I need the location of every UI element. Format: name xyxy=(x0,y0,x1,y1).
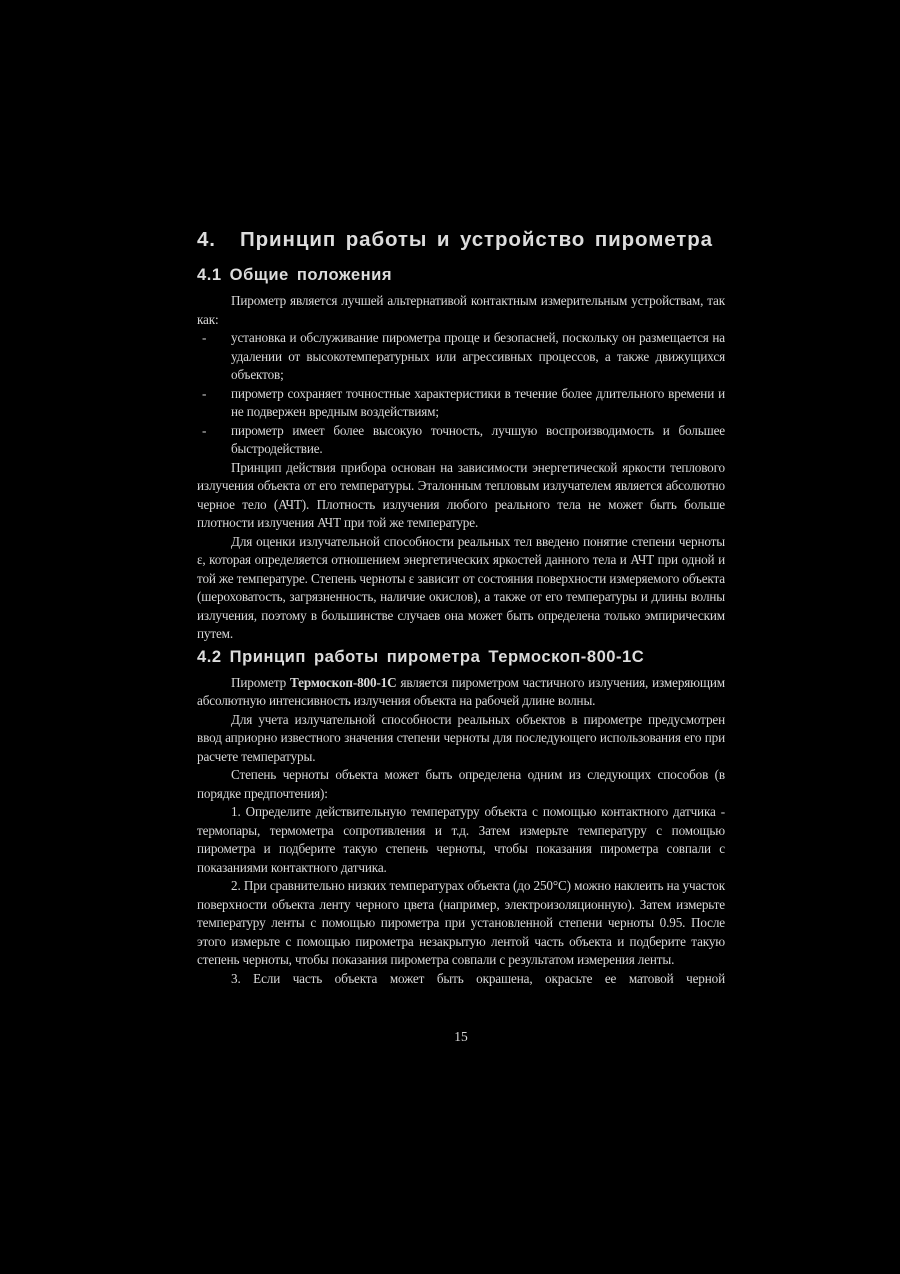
paragraph-method-3: 3. Если часть объекта может быть окрашена, окрасьте ее матовой черной xyxy=(231,970,725,986)
list-item xyxy=(197,422,725,459)
device-intro-suffix: является пирометром частичного излучения, измеряющим абсолютную интенсивность излучения объекта на рабочей длине волны. xyxy=(197,674,725,708)
paragraph-method-1: 1. Определите действительную температуру объекта с помощью контактного датчика - термопары, термометра сопротивления и т.д. Затем измерьте температуру с помощью пирометра и подберите такую степень черноты, чтобы показания пирометра совпали с показаниями контактного датчика. xyxy=(197,804,725,875)
paragraph-principle: Принцип действия прибора основан на зависимости энергетической яркости теплового излучения объекта от его температуры. Эталонным тепловым излучателем является абсолютно черное тело (АЧТ). Плотность излучения любого реального тела не может быть больше плотности излучения АЧТ при той же температуре. xyxy=(197,459,725,530)
list-item-text: пирометр сохраняет точностные характеристики в течение более длительного времени и не подвержен вредным воздействиям; xyxy=(231,385,725,419)
page-number: 15 xyxy=(454,1029,468,1044)
paragraph-method-2: 2. При сравнительно низких температурах объекта (до 250°С) можно наклеить на участок поверхности объекта ленту черного цвета (например, электроизоляционную). Затем измерьте температуру ленты с помощью пирометра при установленной степени черноты 0.95. После этого измерьте с помощью пирометра незакрытую лентой часть объекта и подберите такую степень черноты, чтобы показания пирометра совпали с результатом измерения ленты. xyxy=(197,878,725,967)
subsection-heading-4-1: 4.1 Общие положения xyxy=(197,265,393,284)
bullet-dash: - xyxy=(202,330,207,345)
paragraph-emissivity-input: Для учета излучательной способности реальных объектов в пирометре предусмотрен ввод априорно известного значения степени черноты для последующего использования его при расчете температуры. xyxy=(197,711,725,764)
paragraph-methods-intro: Степень черноты объекта может быть определена одним из следующих способов (в порядке предпочтения): xyxy=(197,767,725,801)
document-page xyxy=(197,226,725,988)
list-item-text: пирометр имеет более высокую точность, лучшую воспроизводимость и большее быстродействие. xyxy=(231,422,725,456)
paragraph-emissivity: Для оценки излучательной способности реальных тел введено понятие степени черноты ε, которая определяется отношением энергетических яркостей данного тела и АЧТ при одной и той же температуре. Степень черноты ε зависит от состояния поверхности измеряемого объекта (шероховатость, загрязненность, наличие окислов), а также от его температуры и длины волны излучения, поэтому в большинстве случаев она может быть определена только эмпирическим путем. xyxy=(197,533,725,641)
list-item xyxy=(197,385,725,422)
section-heading xyxy=(197,226,725,254)
section-number: 4. xyxy=(197,228,216,251)
device-intro-prefix: Пирометр xyxy=(231,674,291,690)
intro-paragraph: Пирометр является лучшей альтернативой контактным измерительным устройствам, так как: xyxy=(197,293,725,327)
subsection-heading-4-2: 4.2 Принцип работы пирометра Термоскоп-800-1С xyxy=(197,646,645,666)
list-item xyxy=(197,329,725,385)
list-item-text: установка и обслуживание пирометра проще и безопасней, поскольку он размещается на удалении от высокотемпературных или агрессивных процессов, а также движущихся объектов; xyxy=(231,330,725,382)
bullet-dash: - xyxy=(202,422,207,438)
section-title: Принцип работы и устройство пирометра xyxy=(240,228,713,251)
paragraph-device-intro xyxy=(197,674,725,711)
device-name-bold: Термоскоп-800-1С xyxy=(290,674,397,690)
bullet-dash: - xyxy=(202,385,207,401)
